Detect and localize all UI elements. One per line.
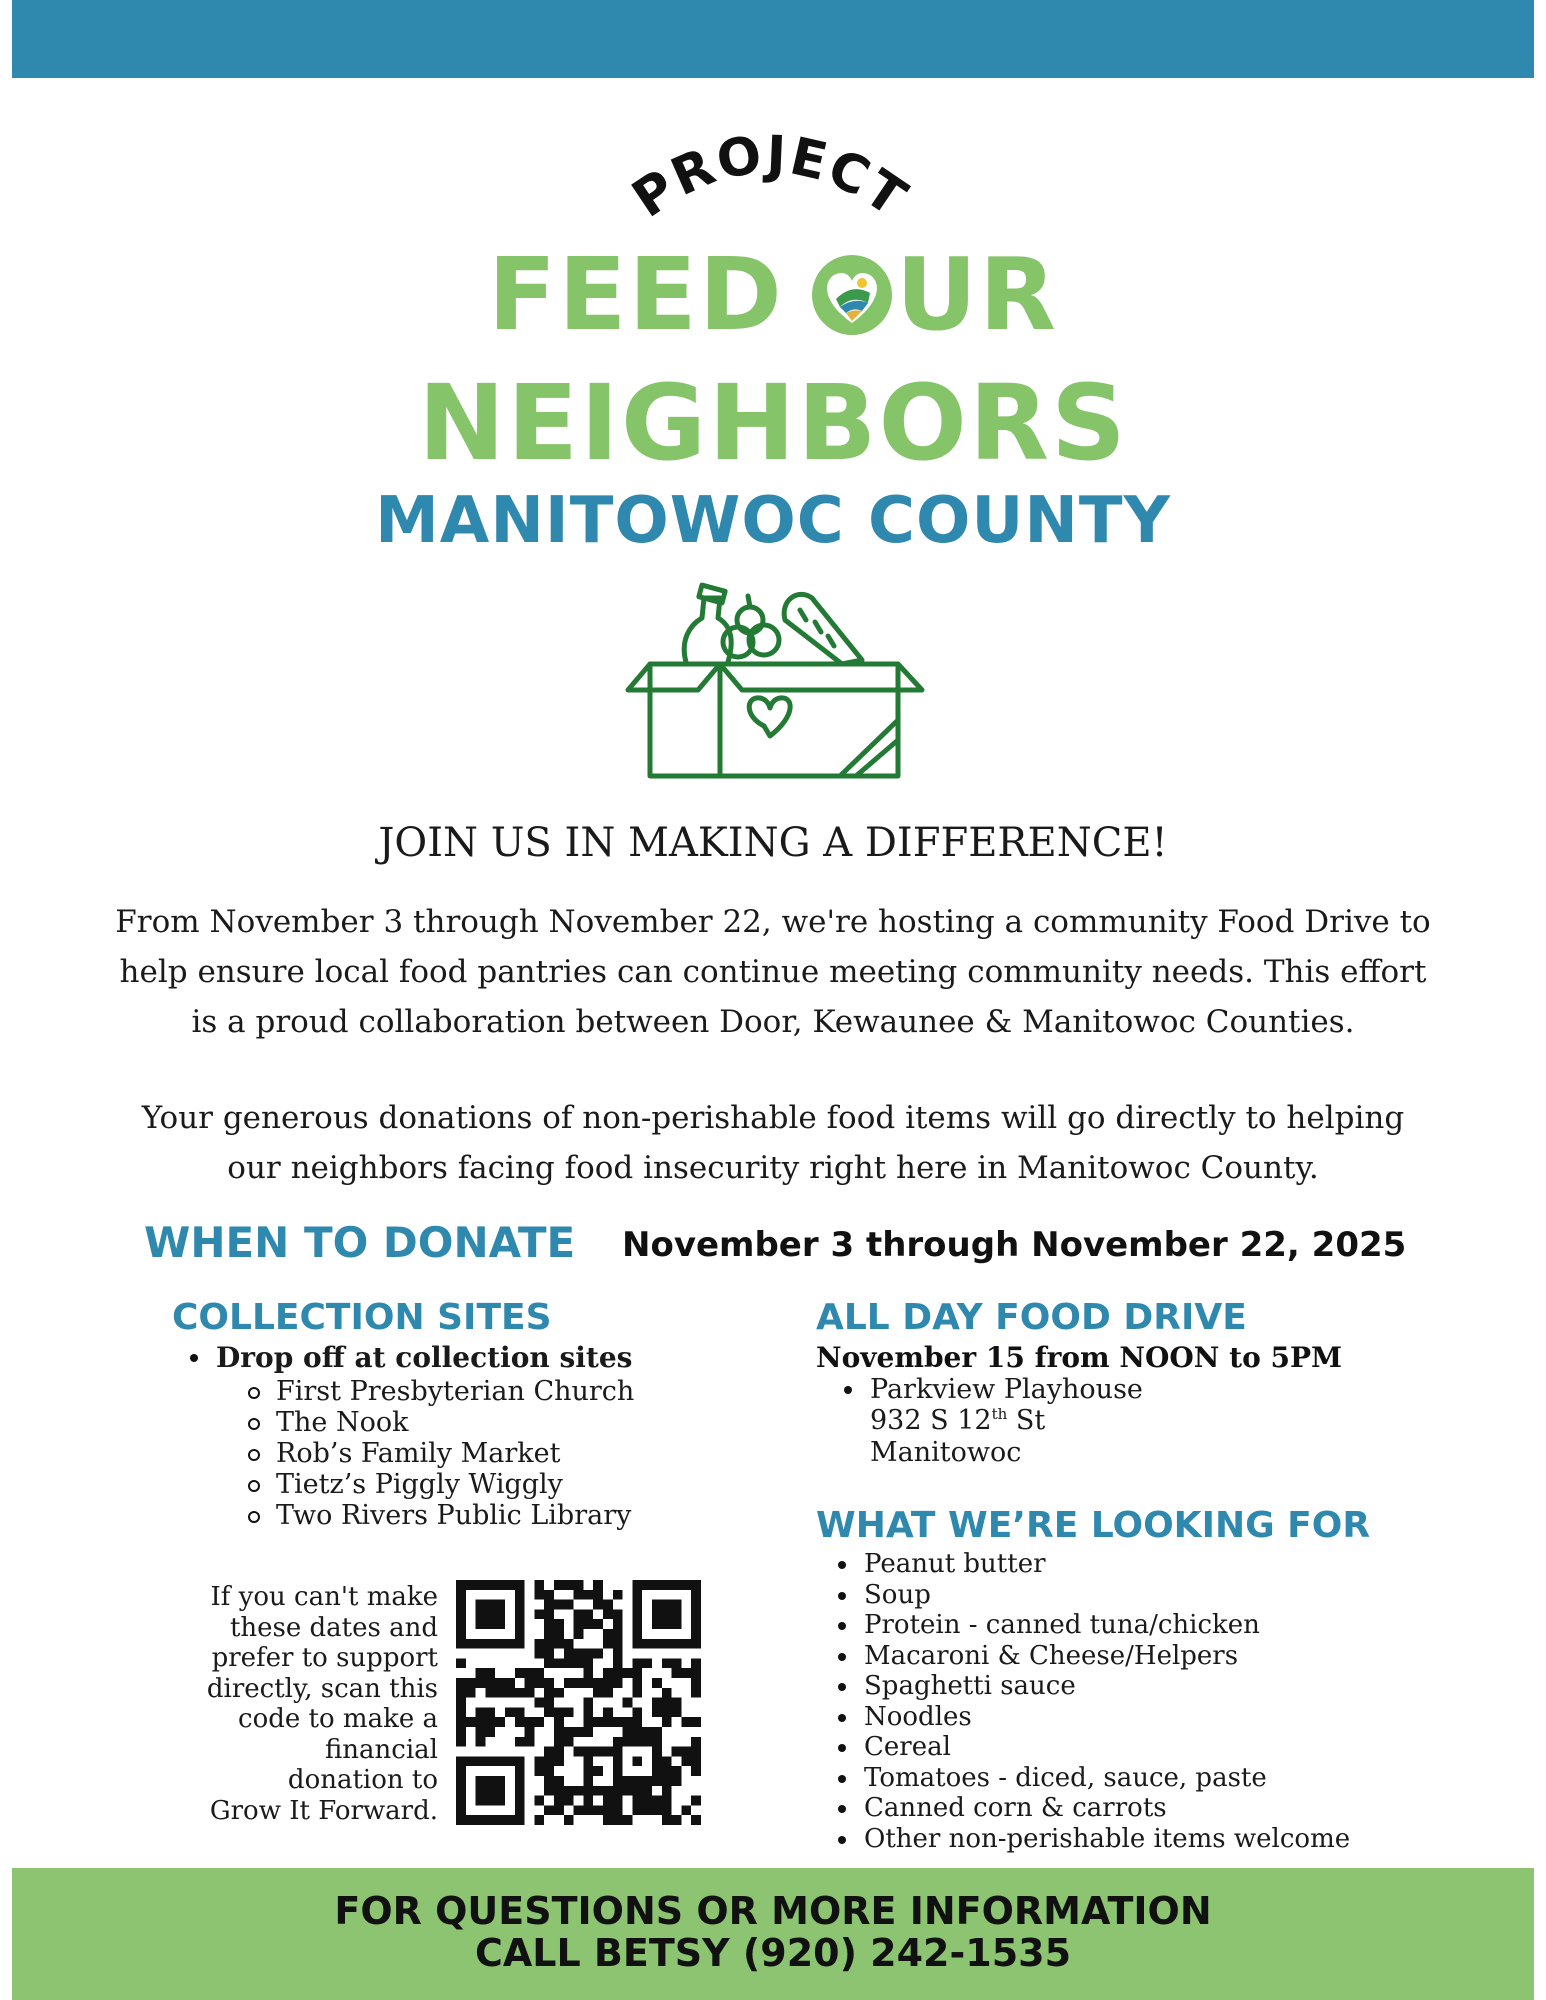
all-day-food-drive-heading: ALL DAY FOOD DRIVE xyxy=(816,1297,1247,1338)
venue-list xyxy=(836,1374,1143,1405)
heart-farm-logo-icon xyxy=(810,253,894,337)
intro-line: help ensure local food pantries can continue meeting community needs. This effort xyxy=(119,954,1427,990)
all-day-food-drive-time: November 15 from NOON to 5PM xyxy=(816,1341,1343,1374)
intro-paragraph-1 xyxy=(40,897,1506,1047)
svg-text:PROJECT xyxy=(622,130,918,230)
qr-text-line: donation to xyxy=(287,1765,438,1795)
collection-list xyxy=(182,1342,632,1374)
list-item: First Presbyterian Church xyxy=(242,1376,634,1407)
list-item: Tietz’s Piggly Wiggly xyxy=(242,1469,634,1500)
donation-dates: November 3 through November 22, 2025 xyxy=(622,1225,1407,1265)
intro-line: is a proud collaboration between Door, Kewaunee & Manitowoc Counties. xyxy=(191,1004,1355,1040)
top-banner xyxy=(12,0,1534,78)
footer-contact: CALL BETSY (920) 242-1535 xyxy=(474,1931,1072,1975)
project-word: PROJECT xyxy=(622,130,918,230)
qr-text-line: directly, scan this xyxy=(206,1673,438,1704)
qr-text-line: these dates and xyxy=(229,1612,438,1643)
project-arc-text xyxy=(600,130,940,240)
list-item: Parkview Playhouse xyxy=(836,1374,1143,1405)
qr-text-line: If you can't make xyxy=(210,1582,438,1612)
footer-banner xyxy=(12,1868,1534,2000)
intro-line: our neighbors facing food insecurity right here in Manitowoc County. xyxy=(227,1150,1319,1186)
list-item: Rob’s Family Market xyxy=(242,1438,634,1469)
list-item: Tomatoes - diced, sauce, paste xyxy=(830,1763,1350,1794)
collection-sites-list xyxy=(242,1376,634,1531)
qr-text-line: financial xyxy=(324,1734,438,1765)
looking-for-heading: WHAT WE’RE LOOKING FOR xyxy=(816,1505,1371,1546)
title-line-1 xyxy=(0,236,1546,353)
title-ur: UR xyxy=(895,236,1059,353)
county-title: MANITOWOC COUNTY xyxy=(375,484,1171,558)
list-item: Noodles xyxy=(830,1702,1350,1733)
donation-qr-code[interactable] xyxy=(456,1580,701,1825)
list-item: The Nook xyxy=(242,1407,634,1438)
list-item: Drop off at collection sites xyxy=(182,1342,632,1374)
qr-text-line: Grow It Forward. xyxy=(209,1795,438,1826)
list-item: Peanut butter xyxy=(830,1549,1350,1580)
looking-for-list xyxy=(830,1549,1350,1854)
list-item: Other non-perishable items welcome xyxy=(830,1824,1350,1855)
qr-text-line: code to make a xyxy=(238,1704,438,1734)
venue-city: Manitowoc xyxy=(870,1437,1022,1468)
list-item: Canned corn & carrots xyxy=(830,1793,1350,1824)
list-item: Cereal xyxy=(830,1732,1350,1763)
list-item: Macaroni & Cheese/Helpers xyxy=(830,1641,1350,1672)
title-feed: FEED xyxy=(487,236,784,353)
collection-sites-heading: COLLECTION SITES xyxy=(172,1297,552,1338)
when-to-donate-label: WHEN TO DONATE xyxy=(144,1218,576,1267)
list-item: Soup xyxy=(830,1580,1350,1611)
venue-street: 932 S 12th St xyxy=(870,1405,1046,1436)
list-item: Protein - canned tuna/chicken xyxy=(830,1610,1350,1641)
footer-line-1: FOR QUESTIONS OR MORE INFORMATION xyxy=(334,1889,1212,1933)
join-heading: JOIN US IN MAKING A DIFFERENCE! xyxy=(378,820,1168,866)
intro-line: From November 3 through November 22, we're hosting a community Food Drive to xyxy=(115,904,1431,940)
food-box-icon xyxy=(620,580,930,785)
intro-line: Your generous donations of non-perishable food items will go directly to helping xyxy=(141,1100,1405,1136)
list-item: Two Rivers Public Library xyxy=(242,1500,634,1531)
title-line-2: NEIGHBORS xyxy=(418,362,1128,484)
intro-paragraph-2 xyxy=(40,1093,1506,1193)
qr-text-line: prefer to support xyxy=(211,1643,438,1673)
list-item: Spaghetti sauce xyxy=(830,1671,1350,1702)
qr-instructions xyxy=(150,1582,438,1826)
